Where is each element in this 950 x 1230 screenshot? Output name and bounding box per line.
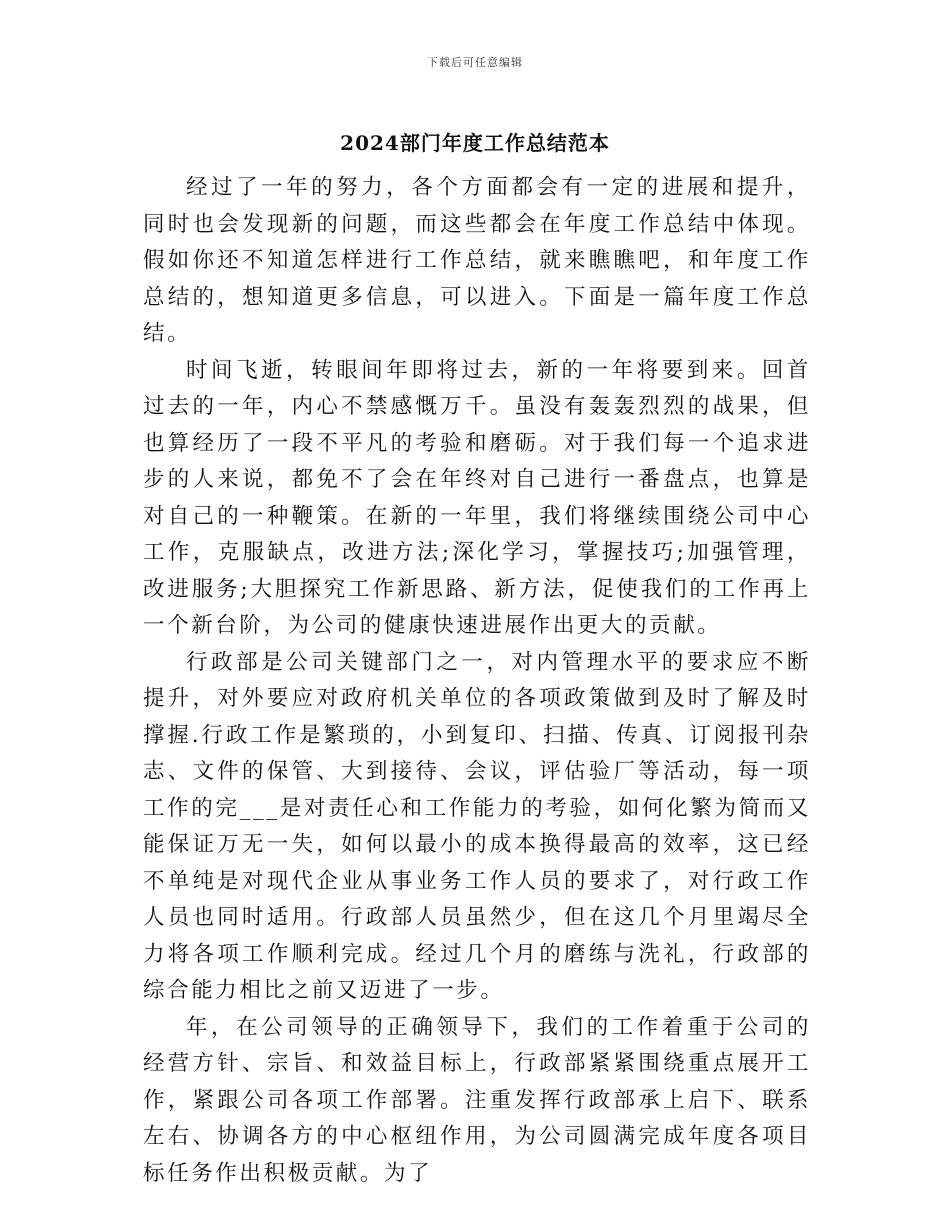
document-title: 2024部门年度工作总结范本 — [340, 131, 610, 155]
paragraph-admin-department: 行政部是公司关键部门之一，对内管理水平的要求应不断提升，对外要应对政府机关单位的各项政策做到及时了解及时撑握.行政工作是繁琐的，小到复印、扫描、传真、订阅报刊杂志、文件的保管、大到接待、会议，评估验厂等活动，每一项工作的完___是对责任心和工作能力的考验，如何化繁为简而又能保证万无一失，如何以最小的成本换得最高的效率，这已经不单纯是对现代企业从事业务工作人员的要求了，对行政工作人员也同时适用。行政部人员虽然少，但在这几个月里竭尽全力将各项工作顺利完成。经过几个月的磨练与洗礼，行政部的综合能力相比之前又迈进了一步。 — [143, 649, 811, 1003]
paragraph-work-focus: 年，在公司领导的正确领导下，我们的工作着重于公司的经营方针、宗旨、和效益目标上，行政部紧紧围绕重点展开工作，紧跟公司各项工作部署。注重发挥行政部承上启下、联系左右、协调各方的中心枢纽作用，为公司圆满完成年度各项目标任务作出积极贡献。为了 — [143, 1014, 811, 1186]
paragraph-intro: 经过了一年的努力，各个方面都会有一定的进展和提升，同时也会发现新的问题，而这些都会在年度工作总结中体现。假如你还不知道怎样进行工作总结，就来瞧瞧吧，和年度工作总结的，想知道更多信息，可以进入。下面是一篇年度工作总结。 — [143, 175, 811, 346]
document-body — [143, 170, 811, 1192]
header-note: 下载后可任意编辑 — [427, 56, 523, 69]
paragraph-review: 时间飞逝，转眼间年即将过去，新的一年将要到来。回首过去的一年，内心不禁感慨万千。虽没有轰轰烈烈的战果，但也算经历了一段不平凡的考验和磨砺。对于我们每一个追求进步的人来说，都免不了会在年终对自己进行一番盘点，也算是对自己的一种鞭策。在新的一年里，我们将继续围绕公司中心工作，克服缺点，改进方法;深化学习，掌握技巧;加强管理，改进服务;大胆探究工作新思路、新方法，促使我们的工作再上一个新台阶，为公司的健康快速进展作出更大的贡献。 — [143, 357, 811, 638]
